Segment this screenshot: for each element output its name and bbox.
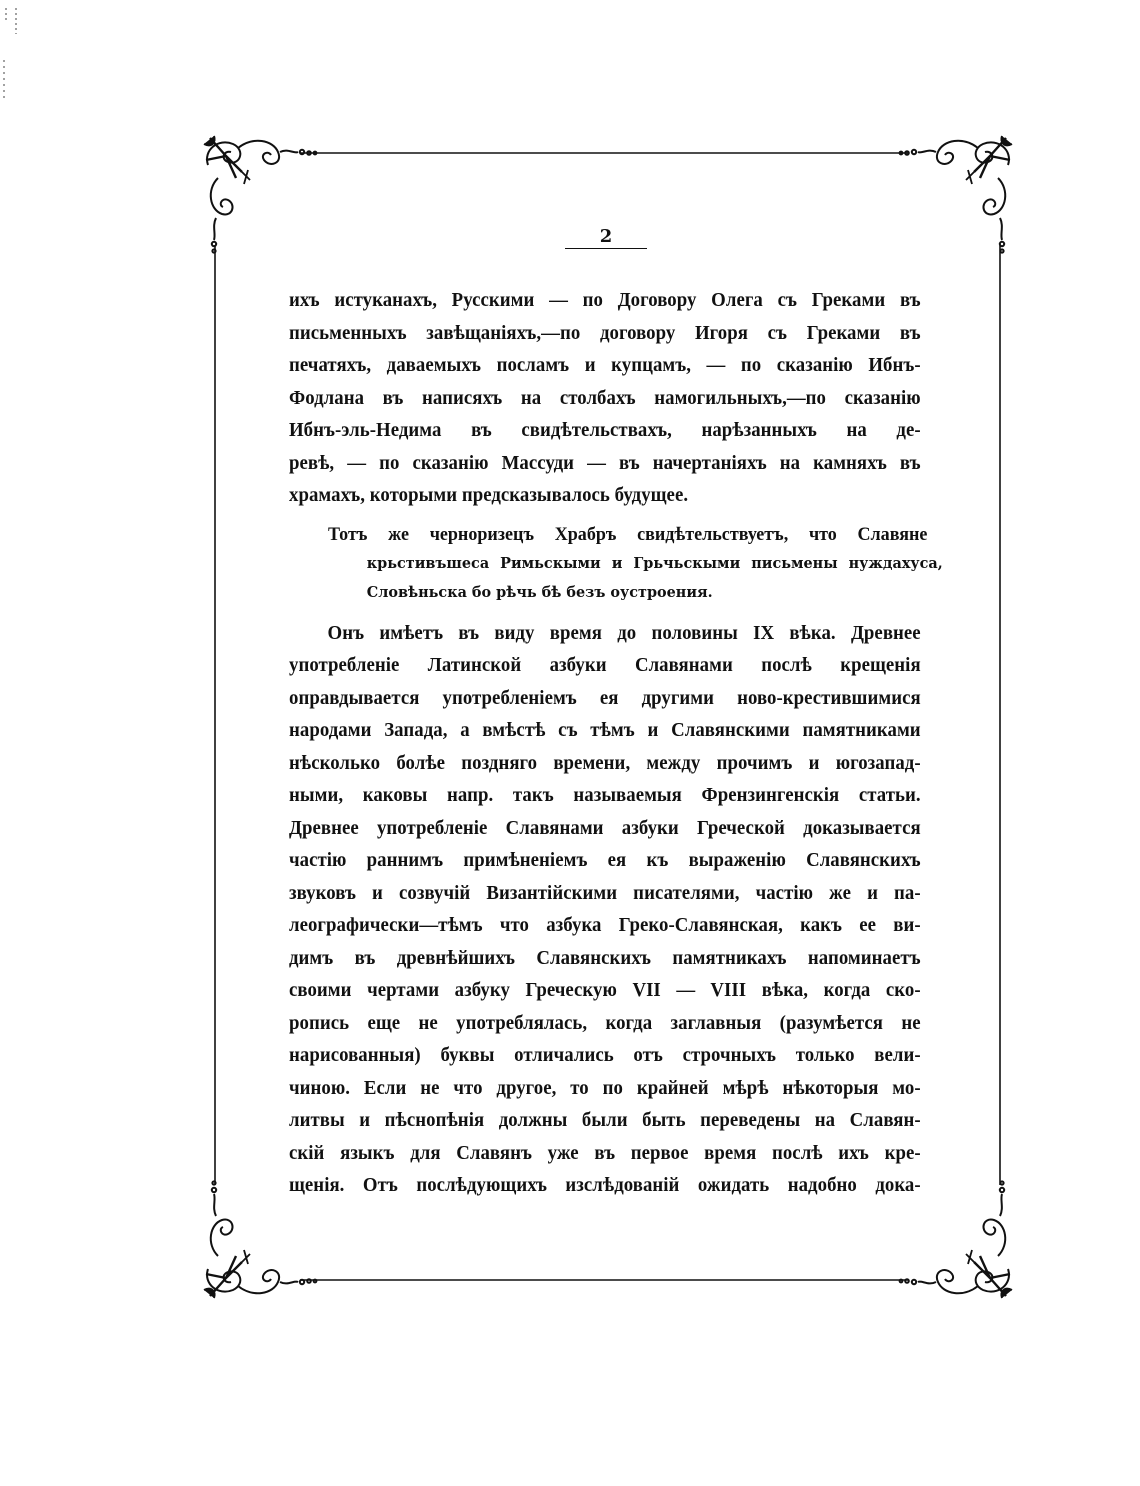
text-line: димъ въ древнѣйшихъ Славянскихъ памятникахъ напоминаетъ xyxy=(289,946,921,969)
paragraph-2 xyxy=(289,617,921,1202)
text-line: леографически—тѣмъ что азбука Греко-Славянская, какъ ее ви- xyxy=(289,914,921,936)
page-number-rule xyxy=(565,248,647,249)
text-line: скій языкъ для Славянъ уже въ первое время послѣ ихъ кре- xyxy=(289,1141,921,1164)
text-line: чиною. Если не что другое, то по крайней мѣрѣ нѣкоторыя мо- xyxy=(289,1076,921,1099)
text-line: звуковъ и созвучій Византійскими писателями, частію же и па- xyxy=(289,881,921,904)
text-line: Фодлана въ написяхъ на столбахъ намогильныхъ,—по сказанію xyxy=(289,386,921,409)
quote-line: крьстивъшеса Римьскыми и Грьчьскыми письмены нуждахуса, xyxy=(366,553,943,572)
quote-intro: Тотъ же черноризецъ Храбръ свидѣтельствуетъ, что Славяне xyxy=(327,523,928,545)
text-line: частію раннимъ примѣненіемъ ея къ выраженію Славянскихъ xyxy=(289,849,921,871)
scan-edge-marks xyxy=(4,8,16,100)
text-line: своими чертами азбуку Греческую VII — VIII вѣка, когда ско- xyxy=(289,979,921,1001)
paragraph-1 xyxy=(289,284,921,512)
text-line: нарисованныя) буквы отличались отъ строчныхъ только вели- xyxy=(289,1044,921,1066)
corner-ornament-top-right xyxy=(900,136,1012,253)
text-line: ихъ истуканахъ, Русскими — по Договору Олега съ Греками въ xyxy=(289,289,921,311)
text-line: ными, каковы напр. такъ называемыя Френзингенскія статьи. xyxy=(289,784,921,806)
text-line: письменныхъ завѣщаніяхъ,—по договору Игоря съ Греками въ xyxy=(289,321,921,344)
text-line: щенія. Отъ послѣдующихъ изслѣдованій ожидать надобно дока- xyxy=(289,1174,921,1196)
text-line: ревѣ, — по сказанію Массуди — въ начертаніяхъ на камняхъ въ xyxy=(289,451,921,474)
text-line: народами Запада, а вмѣстѣ съ тѣмъ и Славянскими памятниками xyxy=(289,719,921,741)
text-line: Древнее употребленіе Славянами азбуки Греческой доказывается xyxy=(289,816,921,839)
text-line: печатяхъ, даваемыхъ посламъ и купцамъ, — по сказанію Ибнъ- xyxy=(289,354,921,376)
text-line: употребленіе Латинской азбуки Славянами послѣ крещенія xyxy=(289,654,921,676)
text-line: оправдывается употребленіемъ ея другими ново-крестившимися xyxy=(289,686,921,709)
body-text xyxy=(289,284,943,1202)
quote-line: Словѣньска бо рѣчь бѣ безъ оустроения. xyxy=(366,582,713,601)
text-line: Ибнъ-эль-Недима въ свидѣтельствахъ, нарѣзанныхъ на де- xyxy=(289,419,921,441)
text-line: литвы и пѣснопѣнія должны были быть переведены на Славян- xyxy=(289,1109,921,1131)
text-line: храмахъ, которыми предсказывалось будущее. xyxy=(289,484,689,506)
text-line: нѣсколько болѣе поздняго времени, между прочимъ и югозапад- xyxy=(289,751,921,774)
corner-ornament-top-left xyxy=(204,136,316,253)
text-line: Онъ имѣетъ въ виду время до половины IX вѣка. Древнее xyxy=(327,621,921,644)
text-line: ропись еще не употреблялась, когда заглавныя (разумѣется не xyxy=(289,1011,921,1034)
quotation xyxy=(289,520,943,607)
page-number: 2 xyxy=(599,226,613,247)
